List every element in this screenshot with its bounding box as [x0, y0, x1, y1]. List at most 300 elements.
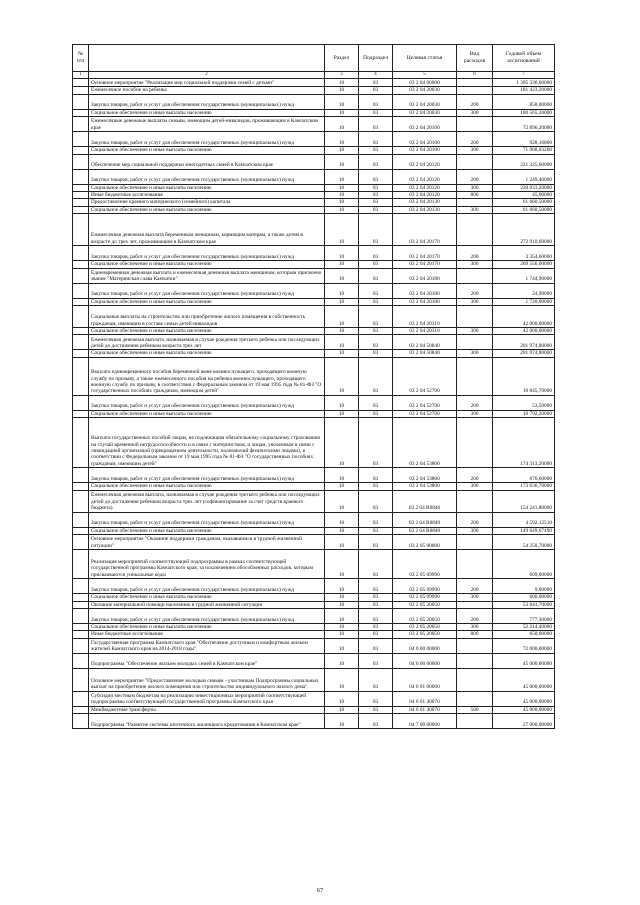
row-number-cell: [73, 512, 89, 527]
row-amount-cell: 269 556,00000: [493, 261, 555, 268]
row-expense-type-cell: 300: [457, 109, 493, 116]
row-expense-type-cell: 300: [457, 184, 493, 191]
row-amount-cell: 1 744,90000: [493, 268, 555, 283]
row-amount-cell: 53 641,70000: [493, 601, 555, 608]
row-section-cell: 10: [325, 214, 359, 246]
row-subsection-cell: 03: [359, 206, 393, 213]
row-number-cell: [73, 79, 89, 87]
row-amount-cell: 4 592,12510: [493, 512, 555, 527]
table-row: [73, 335, 555, 350]
row-amount-cell: 777,30000: [493, 608, 555, 623]
row-expense-type-cell: 300: [457, 147, 493, 154]
row-name-cell: Закупка товаров, работ и услуг для обеспечения государственных (муниципальных) нужд: [89, 579, 325, 594]
row-subsection-cell: 03: [359, 117, 393, 132]
row-amount-cell: 928,16800: [493, 132, 555, 147]
header-num: № п/п: [73, 45, 89, 72]
row-section-cell: 10: [325, 357, 359, 395]
column-number: 3: [325, 72, 359, 79]
row-expense-type-cell: [457, 550, 493, 579]
row-amount-cell: 1 395 336,60000: [493, 79, 555, 87]
row-number-cell: [73, 117, 89, 132]
row-number-cell: [73, 94, 89, 109]
row-section-cell: 10: [325, 395, 359, 410]
row-amount-cell: 180 565,20000: [493, 109, 555, 116]
row-target-cell: 03 2 05 09990: [393, 579, 457, 594]
table-row: [73, 261, 555, 268]
table-row: [73, 653, 555, 668]
row-section-cell: 10: [325, 631, 359, 638]
row-subsection-cell: 03: [359, 268, 393, 283]
table-row: [73, 468, 555, 483]
row-number-cell: [73, 206, 89, 213]
row-amount-cell: 45 000,00000: [493, 668, 555, 691]
row-section-cell: 10: [325, 147, 359, 154]
row-expense-type-cell: [457, 638, 493, 653]
row-section-cell: 10: [325, 594, 359, 601]
row-subsection-cell: 03: [359, 154, 393, 169]
row-section-cell: 10: [325, 706, 359, 713]
row-target-cell: 03 2 05 00000: [393, 535, 457, 550]
row-amount-cell: 1 720,00000: [493, 298, 555, 305]
table-row: [73, 147, 555, 154]
row-amount-cell: 9,00000: [493, 579, 555, 594]
row-amount-cell: 181 423,20000: [493, 87, 555, 94]
row-expense-type-cell: 200: [457, 579, 493, 594]
row-name-cell: Межбюджетные трансферты: [89, 706, 325, 713]
row-amount-cell: 42 000,00000: [493, 306, 555, 328]
row-number-cell: [73, 410, 89, 417]
header-name: [89, 45, 325, 72]
row-target-cell: 03 2 04 50840: [393, 335, 457, 350]
row-subsection-cell: 03: [359, 668, 393, 691]
row-amount-cell: 52 214,40000: [493, 623, 555, 630]
row-number-cell: [73, 714, 89, 729]
row-target-cell: 03 2 05 20050: [393, 601, 457, 608]
row-expense-type-cell: 300: [457, 623, 493, 630]
row-expense-type-cell: [457, 335, 493, 350]
row-target-cell: 03 2 04 53800: [393, 483, 457, 490]
table-row: [73, 268, 555, 283]
table-row: [73, 579, 555, 594]
row-target-cell: 03 2 04 20310: [393, 306, 457, 328]
row-target-cell: 03 2 04 52700: [393, 410, 457, 417]
row-number-cell: [73, 298, 89, 305]
row-amount-cell: 650,00000: [493, 631, 555, 638]
row-name-cell: Закупка товаров, работ и услуг для обеспечения государственных (муниципальных) нужд: [89, 94, 325, 109]
table-row: [73, 184, 555, 191]
row-section-cell: 10: [325, 483, 359, 490]
row-subsection-cell: 03: [359, 214, 393, 246]
row-subsection-cell: 03: [359, 579, 393, 594]
column-numbers-row: [73, 72, 555, 79]
row-amount-cell: 221 325,60000: [493, 154, 555, 169]
row-number-cell: [73, 169, 89, 184]
row-expense-type-cell: [457, 214, 493, 246]
row-subsection-cell: 03: [359, 184, 393, 191]
row-name-cell: Оказание материальной помощи населению в трудной жизненной ситуации: [89, 601, 325, 608]
row-section-cell: 10: [325, 490, 359, 512]
row-section-cell: 10: [325, 527, 359, 534]
row-number-cell: [73, 608, 89, 623]
row-amount-cell: 54 250,70000: [493, 535, 555, 550]
table-row: [73, 638, 555, 653]
row-amount-cell: 45,00000: [493, 192, 555, 199]
row-name-cell: Социальное обеспечение и иные выплаты населению: [89, 483, 325, 490]
header-target: Целевая статья: [393, 45, 457, 72]
row-target-cell: 04 6 00 00000: [393, 653, 457, 668]
row-amount-cell: 858,00000: [493, 94, 555, 109]
row-number-cell: [73, 184, 89, 191]
row-name-cell: Закупка товаров, работ и услуг для обеспечения государственных (муниципальных) нужд: [89, 608, 325, 623]
row-name-cell: Выплата единовременного пособия беременной жене военнослужащего, проходящего военную службу по призыву, а также ежемесячного пособия на ребенка военнослужащего, проходящего военную службу по призыву, в соответствии с Федеральным законом от 19 мая 1995 года № 81-ФЗ "О государственных пособиях гражданам, имеющим детей": [89, 357, 325, 395]
row-expense-type-cell: [457, 418, 493, 468]
row-amount-cell: 71 968,03200: [493, 147, 555, 154]
row-amount-cell: 220 031,20000: [493, 184, 555, 191]
row-expense-type-cell: 200: [457, 169, 493, 184]
row-section-cell: 10: [325, 535, 359, 550]
row-subsection-cell: 03: [359, 79, 393, 87]
row-section-cell: 10: [325, 608, 359, 623]
row-section-cell: 10: [325, 206, 359, 213]
row-target-cell: 03 2 04 20030: [393, 87, 457, 94]
table-row: [73, 206, 555, 213]
row-section-cell: 10: [325, 246, 359, 261]
row-number-cell: [73, 132, 89, 147]
row-name-cell: Социальные выплаты на строительство или приобретение жилого помещения в собственность гражданам, имеющим в составе семьи детей-инвалидов: [89, 306, 325, 328]
row-number-cell: [73, 535, 89, 550]
row-subsection-cell: 03: [359, 94, 393, 109]
row-target-cell: 03 2 04 50840: [393, 350, 457, 357]
row-target-cell: 03 2 04 20170: [393, 246, 457, 261]
row-subsection-cell: 03: [359, 483, 393, 490]
row-expense-type-cell: 800: [457, 192, 493, 199]
table-row: [73, 298, 555, 305]
row-expense-type-cell: 300: [457, 328, 493, 335]
row-subsection-cell: 03: [359, 601, 393, 608]
row-subsection-cell: 03: [359, 357, 393, 395]
row-number-cell: [73, 483, 89, 490]
row-expense-type-cell: [457, 79, 493, 87]
row-name-cell: Основное мероприятие "Предоставление молодым семьям - участникам Подпрограммы социальных выплат на приобретение жилого помещения или строительство индивидуального жилого дома": [89, 668, 325, 691]
row-section-cell: 10: [325, 638, 359, 653]
row-number-cell: [73, 631, 89, 638]
row-amount-cell: 174 313,20000: [493, 418, 555, 468]
row-section-cell: 10: [325, 350, 359, 357]
row-subsection-cell: 03: [359, 199, 393, 206]
row-expense-type-cell: 300: [457, 527, 493, 534]
row-section-cell: 10: [325, 512, 359, 527]
row-number-cell: [73, 653, 89, 668]
row-section-cell: 10: [325, 184, 359, 191]
row-target-cell: 03 2 05 20050: [393, 631, 457, 638]
row-name-cell: Подпрограмма "Развитие системы ипотечного жилищного кредитования в Камчатском крае": [89, 714, 325, 729]
row-name-cell: Социальное обеспечение и иные выплаты населению: [89, 527, 325, 534]
row-subsection-cell: 03: [359, 608, 393, 623]
row-name-cell: Обеспечение мер социальной поддержки многодетных семей в Камчатском крае: [89, 154, 325, 169]
table-row: [73, 199, 555, 206]
row-amount-cell: 24,90000: [493, 283, 555, 298]
row-number-cell: [73, 601, 89, 608]
row-amount-cell: 27 000,00000: [493, 714, 555, 729]
row-section-cell: 10: [325, 691, 359, 706]
row-number-cell: [73, 468, 89, 483]
row-target-cell: 03 2 04 20030: [393, 109, 457, 116]
row-expense-type-cell: 300: [457, 298, 493, 305]
row-target-cell: 03 2 04 53800: [393, 418, 457, 468]
table-row: [73, 601, 555, 608]
page-number: 67: [316, 887, 324, 894]
row-section-cell: 10: [325, 579, 359, 594]
row-subsection-cell: 03: [359, 192, 393, 199]
row-expense-type-cell: [457, 199, 493, 206]
row-expense-type-cell: [457, 87, 493, 94]
row-name-cell: Единовременная денежная выплата и ежемесячная денежная выплата женщинам, которым присвоено звание "Материнская слава Камчатки": [89, 268, 325, 283]
row-name-cell: Социальное обеспечение и иные выплаты населению: [89, 184, 325, 191]
row-expense-type-cell: [457, 601, 493, 608]
row-section-cell: 10: [325, 109, 359, 116]
row-expense-type-cell: [457, 691, 493, 706]
row-section-cell: 10: [325, 199, 359, 206]
row-subsection-cell: 03: [359, 691, 393, 706]
column-number: 7: [493, 72, 555, 79]
row-subsection-cell: 03: [359, 132, 393, 147]
row-section-cell: 10: [325, 192, 359, 199]
header-section: Раздел: [325, 45, 359, 72]
row-name-cell: Социальное обеспечение и иные выплаты населению: [89, 147, 325, 154]
row-target-cell: 03 2 05 09990: [393, 550, 457, 579]
row-section-cell: 10: [325, 653, 359, 668]
row-number-cell: [73, 418, 89, 468]
row-number-cell: [73, 192, 89, 199]
table-row: [73, 395, 555, 410]
row-name-cell: Выплата государственных пособий лицам, не подлежащим обязательному социальному страхованию на случай временной нетрудоспособности и в связи с материнством, и лицам, уволенным в связи с ликвидацией организаций (прекращением деятельности, полномочий физическими лицами), в соответствии с Федеральным законом от 19 мая 1995 года № 81-ФЗ "О государственных пособиях гражданам, имеющим детей": [89, 418, 325, 468]
row-number-cell: [73, 668, 89, 691]
row-target-cell: 03 2 04 20170: [393, 261, 457, 268]
row-name-cell: Закупка товаров, работ и услуг для обеспечения государственных (муниципальных) нужд: [89, 395, 325, 410]
row-expense-type-cell: 200: [457, 132, 493, 147]
row-section-cell: 10: [325, 169, 359, 184]
table-row: [73, 608, 555, 623]
table-row: [73, 350, 555, 357]
row-section-cell: 10: [325, 601, 359, 608]
row-number-cell: [73, 706, 89, 713]
row-section-cell: 10: [325, 410, 359, 417]
row-number-cell: [73, 306, 89, 328]
row-expense-type-cell: [457, 117, 493, 132]
row-subsection-cell: 03: [359, 410, 393, 417]
row-section-cell: 10: [325, 328, 359, 335]
row-subsection-cell: 03: [359, 87, 393, 94]
row-expense-type-cell: 200: [457, 283, 493, 298]
row-amount-cell: 600,00000: [493, 594, 555, 601]
row-target-cell: 03 2 04 20170: [393, 214, 457, 246]
table-row: [73, 550, 555, 579]
row-section-cell: 10: [325, 154, 359, 169]
row-number-cell: [73, 283, 89, 298]
table-row: [73, 246, 555, 261]
table-row: [73, 490, 555, 512]
row-expense-type-cell: [457, 490, 493, 512]
header-amount: Годовой объем ассигнований: [493, 45, 555, 72]
row-expense-type-cell: [457, 357, 493, 395]
budget-table: [72, 44, 555, 729]
row-subsection-cell: 03: [359, 246, 393, 261]
table-row: [73, 306, 555, 328]
row-subsection-cell: 03: [359, 395, 393, 410]
row-subsection-cell: 03: [359, 418, 393, 468]
row-name-cell: Социальное обеспечение и иные выплаты населению: [89, 594, 325, 601]
row-name-cell: Ежемесячная денежная выплата, назначаемая в случае рождения третьего ребенка или последующих детей до достижения ребенком возраста трех лет (софинансирование за счет средств краевого бюджета): [89, 490, 325, 512]
row-section-cell: 10: [325, 283, 359, 298]
row-number-cell: [73, 395, 89, 410]
row-name-cell: Закупка товаров, работ и услуг для обеспечения государственных (муниципальных) нужд: [89, 512, 325, 527]
row-number-cell: [73, 214, 89, 246]
row-subsection-cell: 03: [359, 638, 393, 653]
table-row: [73, 691, 555, 706]
row-section-cell: 10: [325, 261, 359, 268]
row-subsection-cell: 03: [359, 653, 393, 668]
row-subsection-cell: 03: [359, 298, 393, 305]
row-subsection-cell: 03: [359, 512, 393, 527]
row-subsection-cell: 03: [359, 623, 393, 630]
table-row: [73, 192, 555, 199]
row-expense-type-cell: [457, 535, 493, 550]
row-name-cell: Субсидии местным бюджетам на реализацию инвестиционных мероприятий соответствующей подпрограммы соответствующей государственной программы Камчатского края: [89, 691, 325, 706]
row-section-cell: 10: [325, 623, 359, 630]
table-row: [73, 357, 555, 395]
row-number-cell: [73, 350, 89, 357]
row-number-cell: [73, 261, 89, 268]
row-amount-cell: 72 896,20000: [493, 117, 555, 132]
row-section-cell: 10: [325, 306, 359, 328]
row-amount-cell: 42 000,00000: [493, 328, 555, 335]
table-row: [73, 594, 555, 601]
row-number-cell: [73, 623, 89, 630]
row-section-cell: 10: [325, 468, 359, 483]
row-name-cell: Основное мероприятие "Реализация мер социальной поддержки семей с детьми": [89, 79, 325, 87]
row-name-cell: Ежемесячные денежные выплаты семьям, имеющим детей-инвалидов, проживающим в Камчатском крае: [89, 117, 325, 132]
row-name-cell: Ежемесячное пособие на ребенка: [89, 87, 325, 94]
row-subsection-cell: 03: [359, 631, 393, 638]
row-target-cell: 03 2 04 20310: [393, 328, 457, 335]
row-target-cell: 03 2 04 53800: [393, 468, 457, 483]
row-target-cell: 04 6 01 40070: [393, 691, 457, 706]
row-section-cell: 10: [325, 117, 359, 132]
row-name-cell: Социальное обеспечение и иные выплаты населению: [89, 206, 325, 213]
row-section-cell: 10: [325, 87, 359, 94]
row-expense-type-cell: [457, 714, 493, 729]
row-number-cell: [73, 154, 89, 169]
row-amount-cell: 201 974,80000: [493, 350, 555, 357]
row-name-cell: Социальное обеспечение и иные выплаты населению: [89, 410, 325, 417]
table-row: [73, 117, 555, 132]
row-target-cell: 03 2 05 20050: [393, 623, 457, 630]
row-number-cell: [73, 527, 89, 534]
table-row: [73, 631, 555, 638]
row-name-cell: Социальное обеспечение и иные выплаты населению: [89, 298, 325, 305]
table-row: [73, 79, 555, 87]
row-subsection-cell: 03: [359, 706, 393, 713]
row-amount-cell: 53,50000: [493, 395, 555, 410]
row-target-cell: 04 6 01 40070: [393, 706, 457, 713]
row-number-cell: [73, 550, 89, 579]
table-row: [73, 668, 555, 691]
row-target-cell: 03 2 04 20180: [393, 298, 457, 305]
row-amount-cell: 45 000,00000: [493, 653, 555, 668]
row-number-cell: [73, 199, 89, 206]
row-amount-cell: 61 660,50000: [493, 199, 555, 206]
row-number-cell: [73, 490, 89, 512]
row-expense-type-cell: 200: [457, 608, 493, 623]
header-subsection: Подраздел: [359, 45, 393, 72]
row-expense-type-cell: [457, 653, 493, 668]
row-subsection-cell: 03: [359, 261, 393, 268]
column-number: 2: [89, 72, 325, 79]
row-target-cell: 03 2 04 20120: [393, 184, 457, 191]
row-amount-cell: 272 910,60000: [493, 214, 555, 246]
row-expense-type-cell: 300: [457, 261, 493, 268]
row-target-cell: 03 2 04 52700: [393, 357, 457, 395]
row-subsection-cell: 03: [359, 714, 393, 729]
row-name-cell: Реализация мероприятий соответствующей подпрограммы в рамках соответствующей государственной программы Камчатского края, за исключением обособленных расходов, которым присваиваются уникальные коды: [89, 550, 325, 579]
row-target-cell: 03 2 04 R0840: [393, 490, 457, 512]
row-target-cell: 03 2 04 20120: [393, 154, 457, 169]
row-name-cell: Закупка товаров, работ и услуг для обеспечения государственных (муниципальных) нужд: [89, 132, 325, 147]
row-number-cell: [73, 328, 89, 335]
row-target-cell: 04 7 00 00000: [393, 714, 457, 729]
row-expense-type-cell: 800: [457, 631, 493, 638]
table-row: [73, 714, 555, 729]
row-section-cell: 10: [325, 298, 359, 305]
table-row: [73, 132, 555, 147]
row-name-cell: Иные бюджетные ассигнования: [89, 192, 325, 199]
row-expense-type-cell: 300: [457, 483, 493, 490]
row-subsection-cell: 03: [359, 335, 393, 350]
row-amount-cell: 201 974,80000: [493, 335, 555, 350]
row-amount-cell: 61 660,50000: [493, 206, 555, 213]
row-subsection-cell: 03: [359, 283, 393, 298]
table-row: [73, 410, 555, 417]
row-target-cell: 03 2 04 20100: [393, 117, 457, 132]
row-target-cell: 03 2 04 20180: [393, 268, 457, 283]
row-amount-cell: 154 241,80000: [493, 490, 555, 512]
table-row: [73, 169, 555, 184]
row-target-cell: 03 2 04 20130: [393, 199, 457, 206]
column-number: 6: [457, 72, 493, 79]
row-number-cell: [73, 87, 89, 94]
row-number-cell: [73, 268, 89, 283]
row-section-cell: 10: [325, 132, 359, 147]
row-target-cell: 03 2 04 20030: [393, 94, 457, 109]
column-number: 4: [359, 72, 393, 79]
row-expense-type-cell: 200: [457, 512, 493, 527]
row-subsection-cell: 03: [359, 350, 393, 357]
row-amount-cell: 609,00000: [493, 550, 555, 579]
table-row: [73, 483, 555, 490]
table-row: [73, 418, 555, 468]
row-amount-cell: 3 354,60000: [493, 246, 555, 261]
row-expense-type-cell: 200: [457, 246, 493, 261]
table-body: [73, 79, 555, 729]
table-row: [73, 535, 555, 550]
column-number: 5: [393, 72, 457, 79]
row-subsection-cell: 03: [359, 169, 393, 184]
row-subsection-cell: 03: [359, 147, 393, 154]
row-section-cell: 10: [325, 268, 359, 283]
row-name-cell: Социальное обеспечение и иные выплаты населению: [89, 623, 325, 630]
table-row: [73, 214, 555, 246]
row-name-cell: Социальное обеспечение и иные выплаты населению: [89, 350, 325, 357]
